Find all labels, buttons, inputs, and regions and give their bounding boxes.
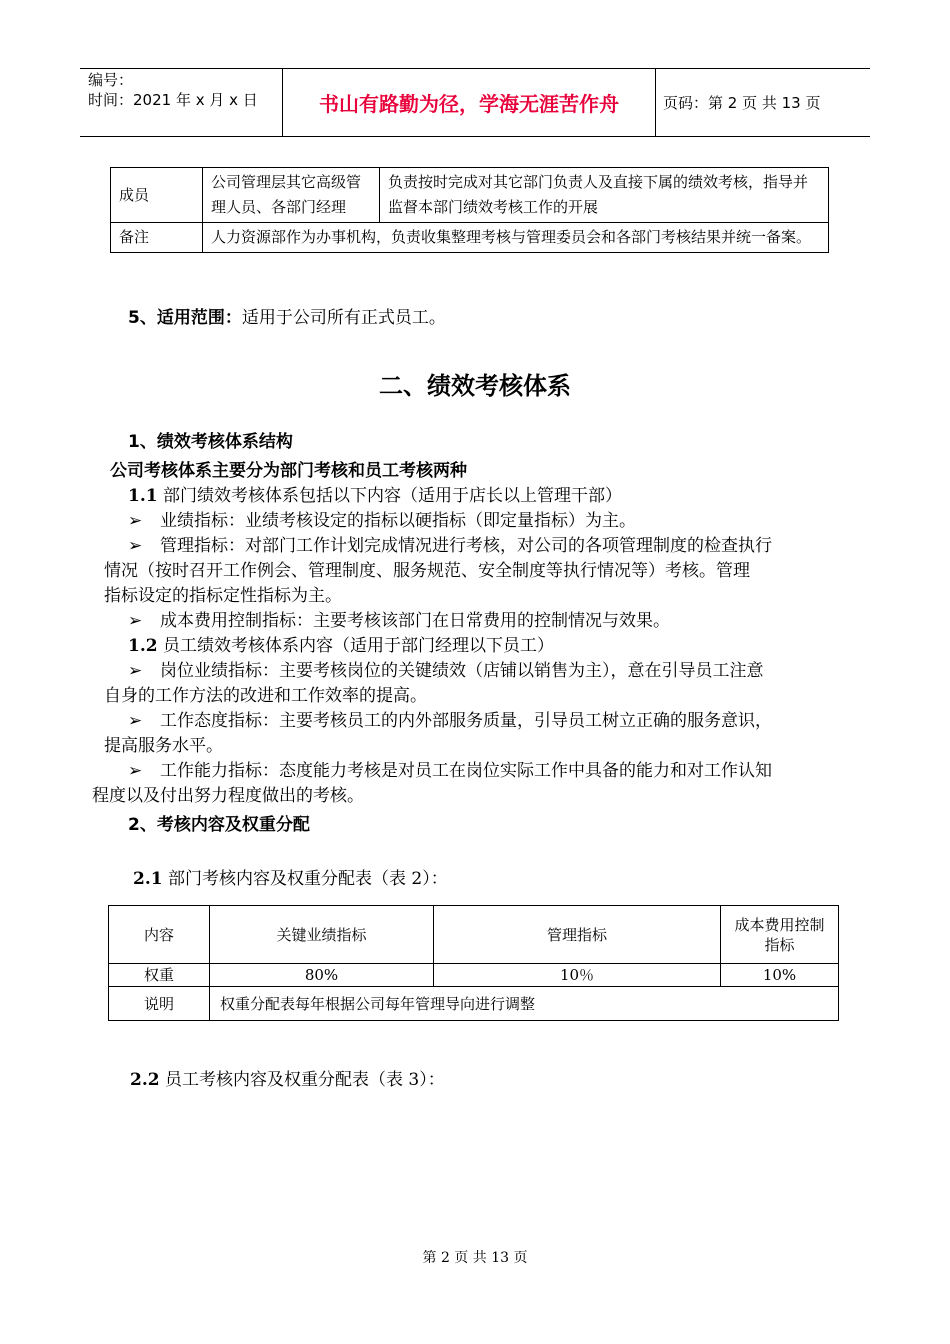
header-motto: 书山有路勤为径，学海无涯苦作舟 xyxy=(319,92,619,116)
header-cell: 管理指标 xyxy=(434,906,721,964)
duty-cell: 负责按时完成对其它部门负责人及直接下属的绩效考核，指导并监督本部门绩效考核工作的开展 xyxy=(380,168,829,223)
arrow-bullet-icon: ➢ xyxy=(128,661,143,681)
role-cell: 成员 xyxy=(111,168,203,223)
p11-text: 部门绩效考核体系包括以下内容（适用于店长以上管理干部） xyxy=(157,486,622,506)
bullet-item xyxy=(128,534,772,558)
header-cell: 关键业绩指标 xyxy=(210,906,434,964)
header-bottom-rule xyxy=(80,136,870,137)
p21-text: 部门考核内容及权重分配表（表 2）： xyxy=(162,869,448,889)
roles-table xyxy=(110,167,829,253)
bullet-item xyxy=(128,509,636,533)
bullet-text: 成本费用控制指标：主要考核该部门在日常费用的控制情况与效果。 xyxy=(160,611,670,631)
weight-cell: 10％ xyxy=(434,964,721,987)
doc-number-label: 编号： xyxy=(88,71,134,89)
arrow-bullet-icon: ➢ xyxy=(128,711,143,731)
table-row xyxy=(109,987,839,1021)
bullet-text: 工作能力指标：态度能力考核是对员工在岗位实际工作中具备的能力和对工作认知 xyxy=(160,761,772,781)
p21 xyxy=(133,867,448,891)
s1-summary: 公司考核体系主要分为部门考核和员工考核两种 xyxy=(110,461,467,481)
page-footer: 第 2 页 共 13 页 xyxy=(422,1250,528,1266)
p12-text: 员工绩效考核体系内容（适用于部门经理以下员工） xyxy=(157,636,554,656)
scope-text: 适用于公司所有正式员工。 xyxy=(241,308,446,328)
bullet-text: 工作态度指标：主要考核员工的内外部服务质量，引导员工树立正确的服务意识， xyxy=(160,711,772,731)
header-meta xyxy=(88,70,258,110)
arrow-bullet-icon: ➢ xyxy=(128,511,143,531)
bullet-text: 业绩指标：业绩考核设定的指标以硬指标（即定量指标）为主。 xyxy=(160,511,636,531)
p22-num: 2.2 xyxy=(130,1070,160,1090)
p21-num: 2.1 xyxy=(133,869,163,889)
bullet-item xyxy=(128,709,772,733)
bullet-continuation: 自身的工作方法的改进和工作效率的提高。 xyxy=(104,686,427,706)
section-title: 二、绩效考核体系 xyxy=(379,372,571,400)
arrow-bullet-icon: ➢ xyxy=(128,761,143,781)
role-cell: 备注 xyxy=(111,223,203,253)
scope-label: 5、适用范围： xyxy=(128,308,242,328)
table-row xyxy=(109,964,839,987)
bullet-continuation: 指标设定的指标定性指标为主。 xyxy=(104,586,342,606)
header-cell: 内容 xyxy=(109,906,210,964)
doc-date: 时间：2021 年 x 月 x 日 xyxy=(88,91,258,109)
p11 xyxy=(128,484,622,508)
header-top-rule xyxy=(80,68,870,69)
note-label-cell: 说明 xyxy=(109,987,210,1021)
weight-cell: 权重 xyxy=(109,964,210,987)
table-row xyxy=(111,223,829,253)
weight-table xyxy=(108,905,839,1021)
scope-paragraph xyxy=(128,306,446,330)
bullet-text: 管理指标：对部门工作计划完成情况进行考核，对公司的各项管理制度的检查执行 xyxy=(160,536,772,556)
p11-num: 1.1 xyxy=(128,486,158,506)
note-cell: 权重分配表每年根据公司每年管理导向进行调整 xyxy=(210,987,839,1021)
arrow-bullet-icon: ➢ xyxy=(128,536,143,556)
table-row xyxy=(109,906,839,964)
bullet-continuation: 程度以及付出努力程度做出的考核。 xyxy=(92,786,364,806)
bullet-continuation: 提高服务水平。 xyxy=(104,736,223,756)
header-cell: 成本费用控制指标 xyxy=(721,906,839,964)
note-cell: 人力资源部作为办事机构，负责收集整理考核与管理委员会和各部门考核结果并统一备案。 xyxy=(203,223,829,253)
s1-title: 1、绩效考核体系结构 xyxy=(128,432,293,452)
weight-cell: 10% xyxy=(721,964,839,987)
bullet-item xyxy=(128,609,670,633)
who-cell: 公司管理层其它高级管理人员、各部门经理 xyxy=(203,168,380,223)
p22-text: 员工考核内容及权重分配表（表 3）： xyxy=(159,1070,445,1090)
arrow-bullet-icon: ➢ xyxy=(128,611,143,631)
p12-num: 1.2 xyxy=(128,636,158,656)
bullet-continuation: 情况（按时召开工作例会、管理制度、服务规范、安全制度等执行情况等）考核。管理 xyxy=(104,561,750,581)
weight-cell: 80% xyxy=(210,964,434,987)
s2-title: 2、考核内容及权重分配 xyxy=(128,815,310,835)
header-divider xyxy=(655,68,656,136)
p22 xyxy=(130,1068,445,1092)
bullet-item xyxy=(128,759,772,783)
header-page-number: 页码：第 2 页 共 13 页 xyxy=(663,94,821,112)
bullet-item xyxy=(128,659,764,683)
table-row xyxy=(111,168,829,223)
p12 xyxy=(128,634,554,658)
bullet-text: 岗位业绩指标：主要考核岗位的关键绩效（店铺以销售为主），意在引导员工注意 xyxy=(160,661,764,681)
